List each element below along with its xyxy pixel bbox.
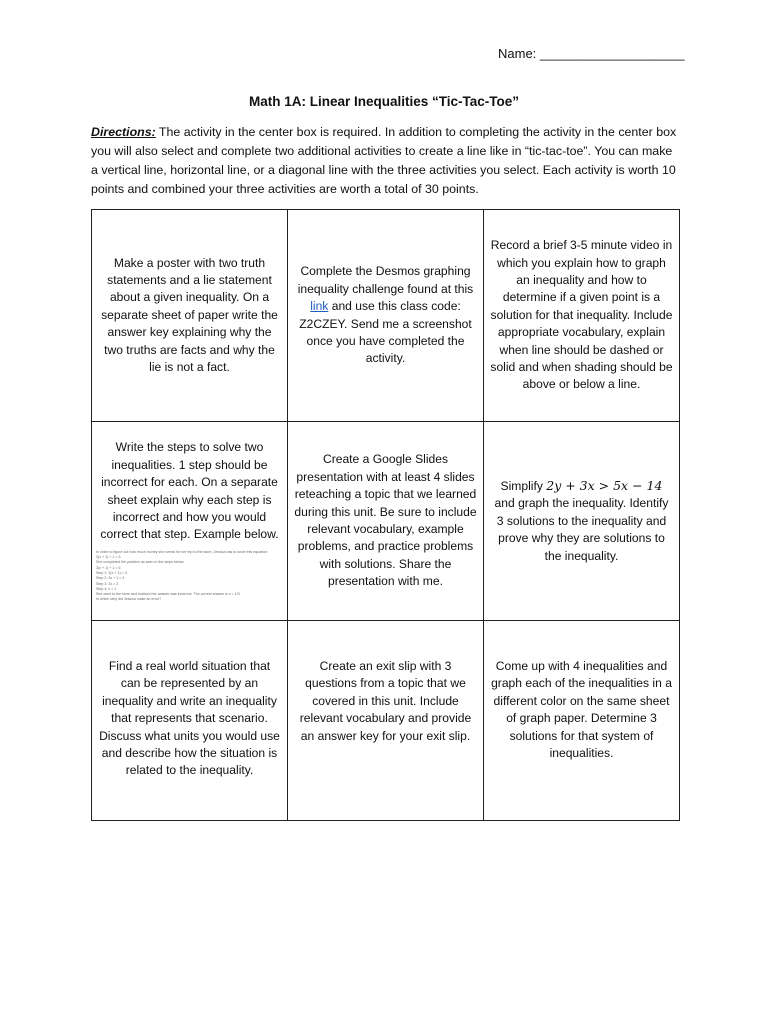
name-field: Name: ____________________ [498,46,685,61]
activity-text: Create an exit slip with 3 questions from a topic that we covered in this unit. Include relevant vocabulary and provide an answer key for your exit slip. [299,659,472,743]
activity-text: Write the steps to solve two inequalities. 1 step should be incorrect for each. On a separate sheet explain why each step is incorrect and how you would correct that step. Example below. [100,440,279,542]
directions-text: The activity in the center box is required. In addition to completing the activity in the center box you will also select and complete two additional activities to create a line like in “tic-tac-toe”. You can make a vertical line, horizontal line, or a diagonal line with the three activities you select. Each activity is worth 10 points and combined your three activities are worth a total of 30 points. [91,125,677,196]
activity-text: Find a real world situation that can be represented by an inequality and write an inequality that represents that scenario. Discuss what units you would use and describe how the situation is related to the inequality. [99,659,280,778]
tic-tac-toe-board [91,209,680,821]
page-title: Math 1A: Linear Inequalities “Tic-Tac-Toe” [248,94,520,109]
board-row-1 [92,210,680,422]
activity-text: Make a poster with two truth statements and a lie statement about a given inequality. On a separate sheet of paper write the answer key explaining why the two truths are facts and why the lie is not a fact. [101,255,278,375]
activity-real-world [92,621,288,821]
example-line: In order to figure out how much money she needs for her trip to the store, Jessica has to solve this equation: [96,549,268,554]
example-line: Step 2: 3x + 1 = 4 [96,576,125,581]
activity-text-before-link: Complete the Desmos graphing inequality challenge found at this [297,264,474,296]
example-line: Step 4: x = 1 [96,586,117,591]
example-line: Step 1: 3(x + 1) = 4 [96,570,127,575]
activity-text-before-math: Simplify [500,478,547,493]
activity-google-slides [288,422,484,621]
example-line: Step 3: 3x = 3 [96,581,119,586]
activity-record-video [484,210,680,422]
activity-system-graph [484,621,680,821]
activity-exit-slip [288,621,484,821]
directions-label: Directions: [91,125,156,139]
activity-text: Create a Google Slides presentation with at least 4 slides reteaching a topic that we learned during this unit. Be sure to include relevant vocabulary, example problems, and practice problems with solutions. Share the presentation with me. [294,452,477,589]
example-image [96,550,286,603]
example-line: 3(x + 1) + 1 = 5 [96,555,121,560]
board-row-2 [92,422,680,621]
desmos-link[interactable]: link [310,299,329,314]
board-row-3 [92,621,680,821]
directions-paragraph [91,123,681,199]
example-line: She completed the problem as seen in the steps below: [96,560,185,565]
example-line: 3(x + 1) + 1 = 5 [96,565,121,570]
activity-text: Come up with 4 inequalities and graph each of the inequalities in a different color on the same sheet of graph paper. Determine 3 solutions for that system of inequalities. [491,659,672,761]
example-line: In which step did Jessica make an error? [96,597,162,602]
activity-text-after-math: and graph the inequality. Identify 3 solutions to the inequality and prove why they are solutions to the inequality. [494,496,669,563]
activity-poster-truths-lie [92,210,288,422]
activity-steps-error [92,422,288,621]
inequality-expression: 2y + 3x > 5x − 14 [546,477,663,493]
example-line: She went to the store and realized her answer was incorrect. The correct answer is x = 1/3 [96,592,240,597]
activity-text: Record a brief 3-5 minute video in which you explain how to graph an inequality and how to determine if a given point is a solution for that inequality. Include appropriate vocabulary, explain when line should be dashed or solid and when shading should be above or below a line. [490,238,673,392]
activity-text-after-link: and use this class code: Z2CZEY. Send me a screenshot once you have completed the activity. [299,299,472,366]
activity-simplify-inequality [484,422,680,621]
activity-desmos-challenge [288,210,484,422]
